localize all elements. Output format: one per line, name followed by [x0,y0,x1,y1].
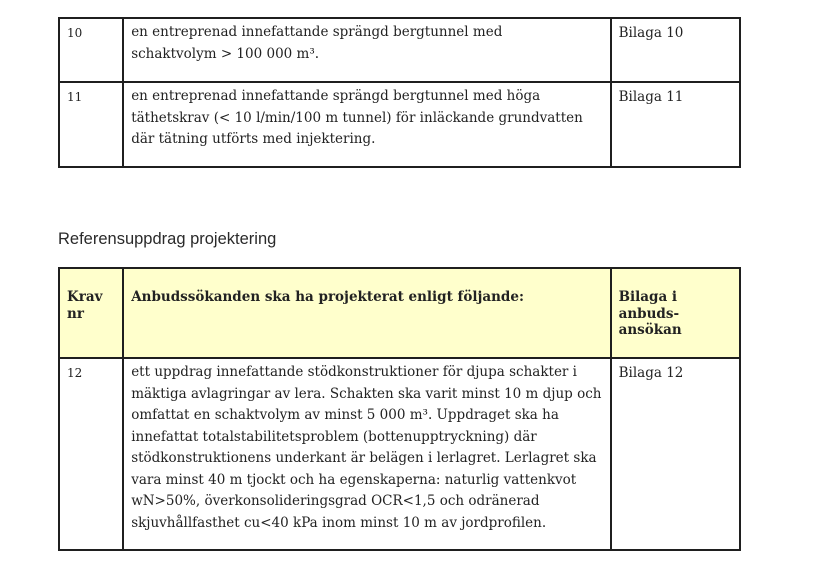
attachment-label: Bilaga 12 [618,365,684,381]
header-line: ansökan [618,322,682,338]
requirement-number: 10 [67,26,83,40]
header-description-label: Anbudssökanden ska ha projekterat enligt följande: [131,289,524,305]
description-line: vara minst 40 m tjockt och ha egenskaperna: naturlig vattenkvot [131,471,577,488]
table-header-row [59,268,740,358]
description-line: stödkonstruktionens underkant är belägen i lerlagret. Lerlagret ska [131,450,597,466]
requirement-description [124,83,609,151]
description-line: mäktiga avlagringar av lera. Schakten ska varit minst 10 m djup och [131,385,602,402]
header-line: Bilaga i [618,289,678,305]
description-line: skjuvhållfasthet cu<40 kPa inom minst 10 m av jordprofilen. [131,514,547,531]
header-number-cell [59,268,123,358]
header-description-cell [123,268,610,358]
requirements-table-bottom [58,267,741,551]
attachment-cell [611,82,740,167]
header-line: nr [67,305,84,322]
description-line: en entreprenad innefattande sprängd bergtunnel med [131,24,503,40]
attachment-label: Bilaga 10 [618,25,684,41]
requirement-number: 12 [67,366,83,380]
requirement-description-cell [123,358,610,550]
requirement-description-cell [123,82,610,167]
header-attachment-label [612,269,739,339]
requirement-number: 11 [67,90,83,104]
requirement-number-cell [59,18,123,82]
description-line: täthetskrav (< 10 l/min/100 m tunnel) för inläckande grundvatten [131,109,583,126]
requirement-number-cell [59,82,123,167]
requirement-number-cell [59,358,123,550]
requirements-table-top [58,17,741,168]
table-row [59,358,740,550]
attachment-label: Bilaga 11 [618,89,684,105]
description-line: innefattat totalstabilitetsproblem (bottenupptryckning) där [131,428,537,445]
description-line: wN>50%, överkonsolideringsgrad OCR<1,5 och odränerad [131,493,540,509]
header-number-label [60,269,122,322]
description-line: där tätning utförts med injektering. [131,131,376,147]
section-heading: Referensuppdrag projektering [58,230,277,248]
attachment-cell [611,18,740,82]
table-row [59,18,740,82]
table-row [59,82,740,167]
header-attachment-cell [611,268,740,358]
header-line: Krav [67,289,103,305]
requirement-description-cell [123,18,610,82]
header-line: anbuds- [618,305,680,322]
description-line: schaktvolym > 100 000 m³. [131,45,320,62]
requirement-description [124,19,609,65]
description-line: ett uppdrag innefattande stödkonstruktioner för djupa schakter i [131,364,577,380]
attachment-cell [611,358,740,550]
description-line: en entreprenad innefattande sprängd bergtunnel med höga [131,88,541,104]
description-line: omfattat en schaktvolym av minst 5 000 m³. Uppdraget ska ha [131,407,559,423]
requirement-description [124,359,609,534]
